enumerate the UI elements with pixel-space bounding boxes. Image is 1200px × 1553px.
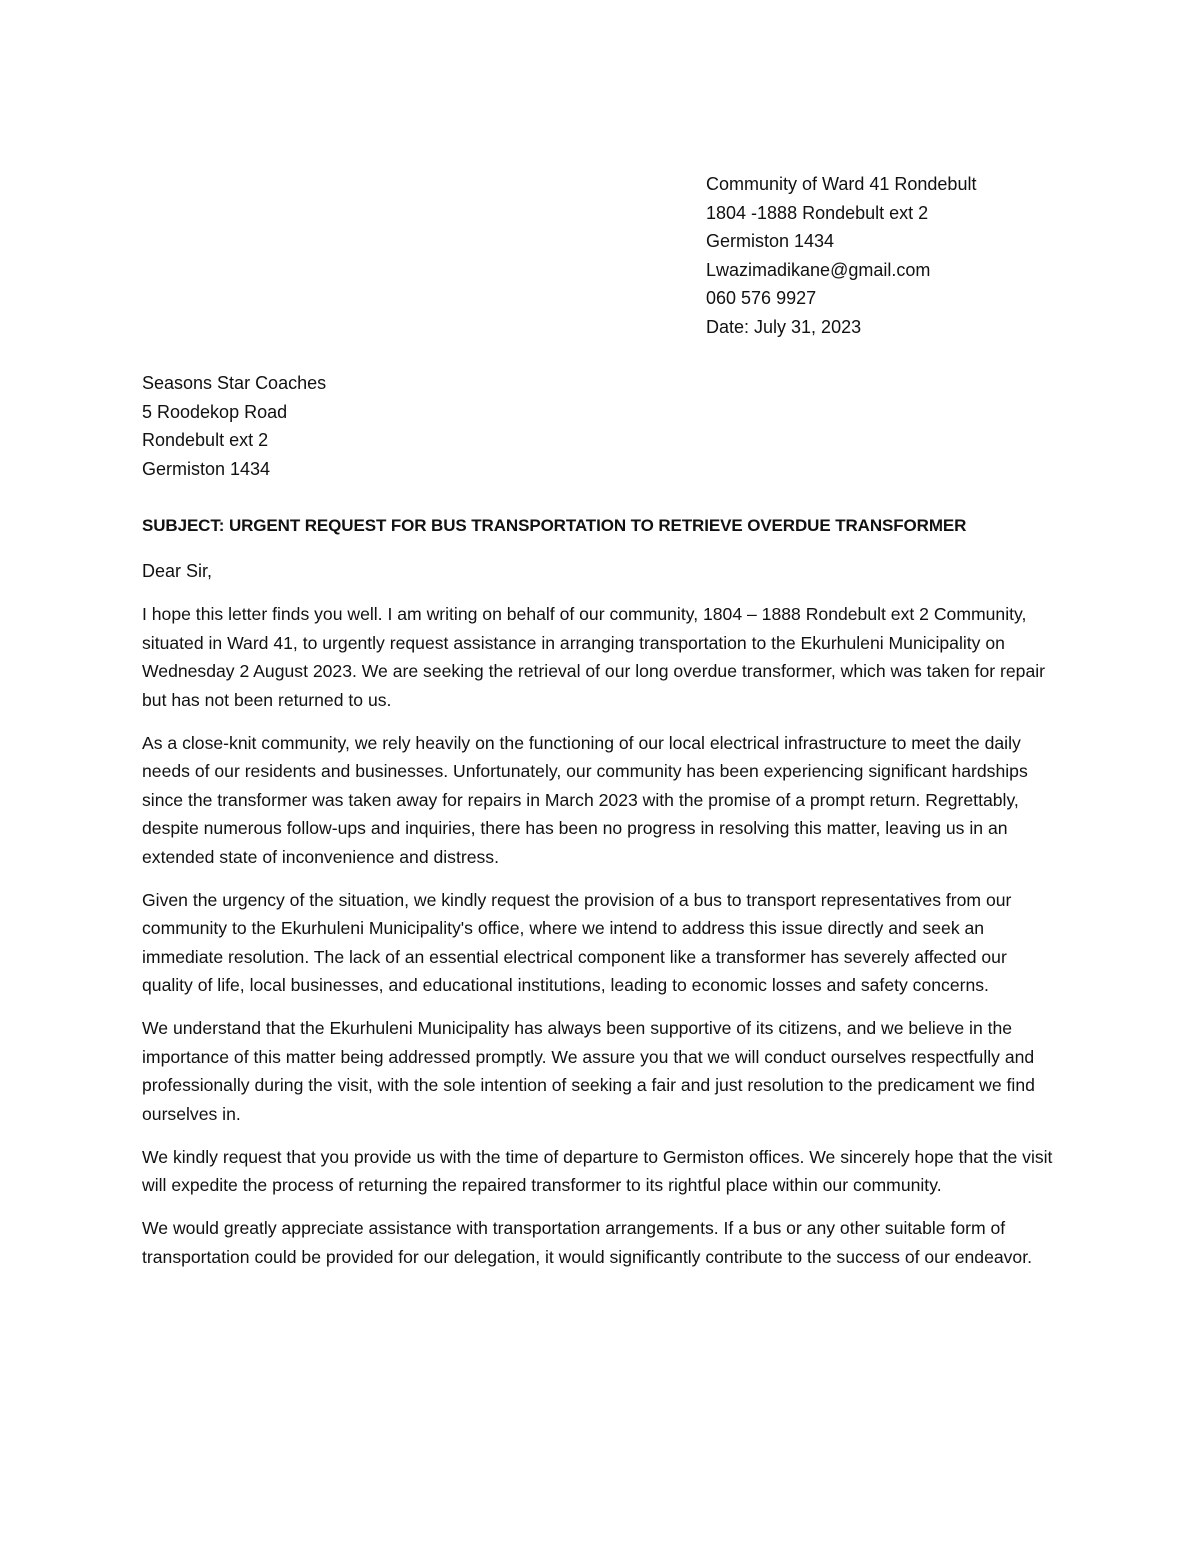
subject-line: SUBJECT: URGENT REQUEST FOR BUS TRANSPORTATION TO RETRIEVE OVERDUE TRANSFORMER xyxy=(142,516,967,535)
salutation: Dear Sir, xyxy=(142,561,213,581)
letter-date: Date: July 31, 2023 xyxy=(706,316,862,337)
sender-address-line: 1804 -1888 Rondebult ext 2 xyxy=(706,202,929,223)
body-paragraph: I hope this letter finds you well. I am writing on behalf of our community, 1804 – 1888 Rondebult ext 2 Community, situated in Ward 41, to urgently request assistance in arranging transportation to the Ekurhuleni Municipality on Wednesday 2 August 2023. We are seeking the retrieval of our long overdue transformer, which was taken for repair but has not been returned to us. xyxy=(142,604,1045,710)
sender-address-block xyxy=(706,170,1146,342)
sender-name: Community of Ward 41 Rondebult xyxy=(706,174,977,194)
sender-email: Lwazimadikane@gmail.com xyxy=(706,259,931,280)
sender-phone: 060 576 9927 xyxy=(706,288,817,309)
sender-city: Germiston 1434 xyxy=(706,231,835,252)
body-paragraph: Given the urgency of the situation, we kindly request the provision of a bus to transport representatives from our community to the Ekurhuleni Municipality's office, where we intend to address this issue directly and seek an immediate resolution. The lack of an essential electrical component like a transformer has severely affected our quality of life, local businesses, and educational institutions, leading to economic losses and safety concerns. xyxy=(142,889,1012,995)
body-paragraph: We kindly request that you provide us with the time of departure to Germiston offices. We sincerely hope that the visit will expedite the process of returning the repaired transformer to its rightful place within our community. xyxy=(142,1146,1053,1195)
recipient-city: Germiston 1434 xyxy=(142,458,271,479)
recipient-street: 5 Roodekop Road xyxy=(142,401,288,422)
body-paragraph: We would greatly appreciate assistance with transportation arrangements. If a bus or any other suitable form of transportation could be provided for our delegation, it would significantly contribute to the success of our endeavor. xyxy=(142,1218,1032,1267)
letter-body xyxy=(142,600,1060,1286)
body-paragraph: As a close-knit community, we rely heavily on the functioning of our local electrical infrastructure to meet the daily needs of our residents and businesses. Unfortunately, our community has been experiencing significant hardships since the transformer was taken away for repairs in March 2023 with the promise of a prompt return. Regrettably, despite numerous follow-ups and inquiries, there has been no progress in resolving this matter, leaving us in an extended state of inconvenience and distress. xyxy=(142,732,1028,867)
recipient-name: Seasons Star Coaches xyxy=(142,373,327,393)
recipient-address-block xyxy=(142,369,642,483)
body-paragraph: We understand that the Ekurhuleni Municipality has always been supportive of its citizens, and we believe in the importance of this matter being addressed promptly. We assure you that we will conduct ourselves respectfully and professionally during the visit, with the sole intention of seeking a fair and just resolution to the predicament we find ourselves in. xyxy=(142,1018,1035,1124)
recipient-suburb: Rondebult ext 2 xyxy=(142,430,269,451)
